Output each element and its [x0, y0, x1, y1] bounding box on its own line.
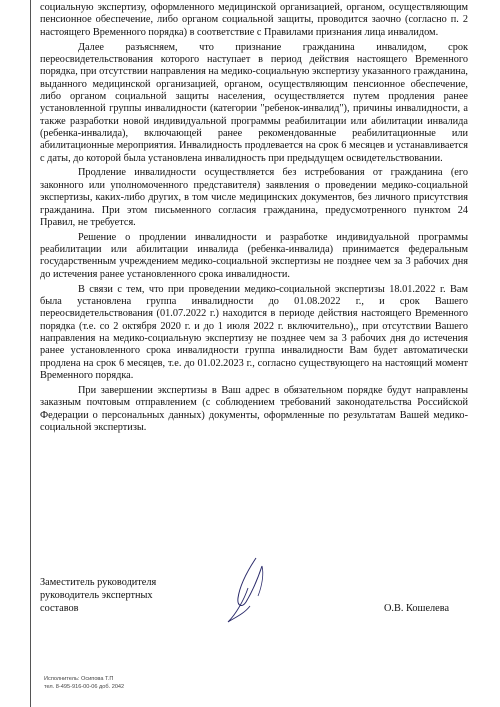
paragraph-2: Далее разъясняем, что признание гражданина инвалидом, срок переосвидетельствования которого наступает в период действия настоящего Временного порядка, при отсутствии направления на медико-социальную экспертизу указанного гражданина, выданного медицинской организацией, органом, осуществляющим пенсионное обеспечение, либо органом социальной защиты населения, осуществляется путем продления ранее установленной группы инвалидности (категории "ребенок-инвалид"), причины инвалидности, а также разработки новой индивидуальной программы реабилитации или абилитации инвалида (ребенка-инвалида), включающей ранее рекомендованные реабилитационные или абилитационные мероприятия. Инвалидность продлевается на срок 6 месяцев и устанавливается с даты, до которой была установлена инвалидность при предыдущем освидетельствовании. — [40, 41, 468, 164]
paragraph-1: социальную экспертизу, оформленного медицинской организацией, органом, осуществляющим пенсионное обеспечение, либо органом социальной защиты, проводится заочно (согласно п. 2 настоящего Временного порядка) в соответствие с Правилами признания лица инвалидом. — [40, 2, 468, 38]
paragraph-5: В связи с тем, что при проведении медико-социальной экспертизы 18.01.2022 г. Вам была установлена группа инвалидности до 01.08.2022 г., и срок Вашего переосвидетельствования (01.07.2022 г.) находится в периоде действия настоящего Временного порядка (т.е. со 2 октября 2020 г. и до 1 июля 2022 г. включительно),, при отсутствии Вашего направления на медико-социальную экспертизу не позднее чем за 3 рабочих дня до истечения ранее установленного срока инвалидности группа инвалидности Вам будет автоматически продлена на срок 6 месяцев, т.е. до 01.02.2023 г., согласно существующего на настоящий момент Временного порядка. — [40, 283, 468, 381]
executor-name: Исполнитель: Осипова Т.П — [44, 676, 114, 682]
page-margin-line — [30, 0, 31, 707]
signer-position — [40, 577, 156, 615]
handwritten-signature — [218, 548, 288, 628]
executor-phone: тел. 8-495-916-00-06 доб. 2042 — [44, 683, 125, 690]
signer-position-line-2: руководитель экспертных — [40, 589, 153, 601]
signer-position-line-1: Заместитель руководителя — [40, 577, 157, 588]
signer-name: О.В. Кошелева — [384, 603, 450, 614]
signer-position-line-3: составов — [40, 602, 79, 614]
letter-body — [40, 2, 468, 437]
paragraph-4: Решение о продлении инвалидности и разработке индивидуальной программы реабилитации или абилитации инвалида (ребенка-инвалида) принимается федеральным государственным учреждением медико-социальной экспертизы не позднее чем за 3 рабочих дня до истечения ранее установленного срока инвалидности. — [40, 231, 468, 280]
executor-info — [44, 676, 124, 691]
paragraph-6: При завершении экспертизы в Ваш адрес в обязательном порядке будут направлены заказным почтовым отправлением (с соблюдением требований законодательства Российской Федерации о персональных данных) документы, оформленные по результатам Вашей медико-социальной экспертизы. — [40, 384, 468, 433]
paragraph-3: Продление инвалидности осуществляется без истребования от гражданина (его законного или уполномоченного представителя) заявления о проведении медико-социальной экспертизы, каких-либо других, в том числе медицинских документов, без личного присутствия гражданина. При этом письменного согласия гражданина, предусмотренного пунктом 24 Правил, не требуется. — [40, 167, 468, 228]
